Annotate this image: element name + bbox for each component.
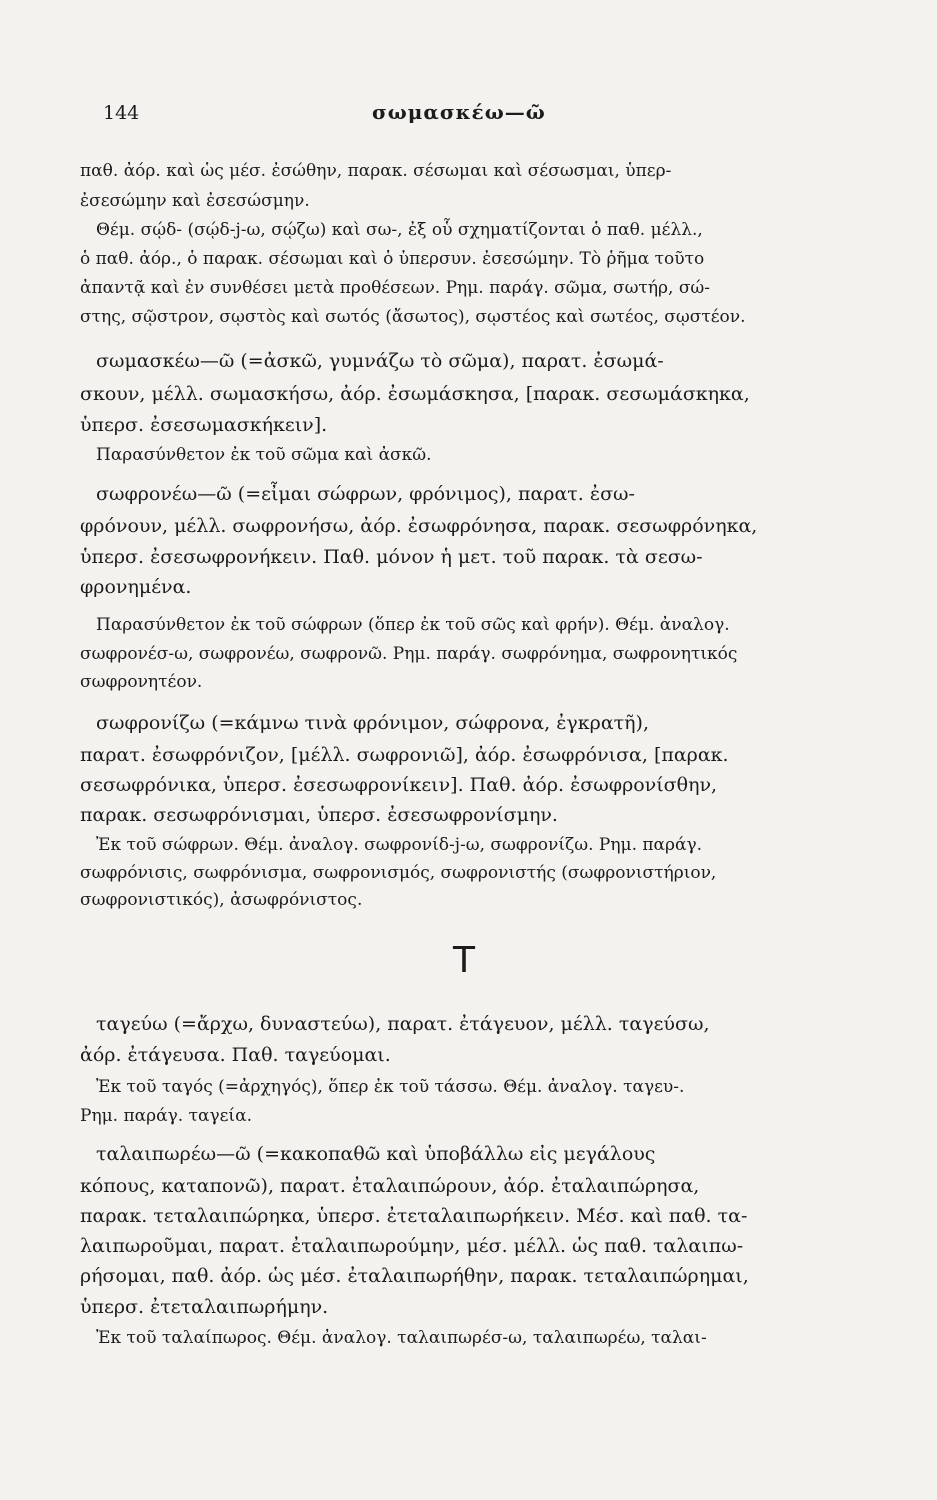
text-line: παρακ. σεσωφρόνισμαι, ὑπερσ. ἐσεσωφρονίσμην.: [80, 804, 558, 826]
text-line: Θέμ. σῴδ- (σῴδ-j-ω, σῴζω) καὶ σω-, ἐξ οὗ σχηματίζονται ὁ παθ. μέλλ.,: [96, 220, 703, 240]
entry-headword-line: σωφρονέω—ῶ (=εἶμαι σώφρων, φρόνιμος), παρατ. ἐσω-: [96, 483, 635, 505]
running-head: σωμασκέω—ῶ: [372, 100, 546, 124]
text-line: κόπους, καταπονῶ), παρατ. ἐταλαιπώρουν, ἀόρ. ἐταλαιπώρησα,: [80, 1175, 700, 1197]
text-line: ἐσεσώμην καὶ ἐσεσώσμην.: [80, 191, 310, 211]
entry-headword-line: ταλαιπωρέω—ῶ (=κακοπαθῶ καὶ ὑποβάλλω εἰς μεγάλους: [96, 1143, 656, 1165]
text-line: Παρασύνθετον ἐκ τοῦ σώφρων (ὅπερ ἐκ τοῦ σῶς καὶ φρήν). Θέμ. ἀναλογ.: [96, 615, 730, 635]
text-line: σωφρονητέον.: [80, 672, 203, 692]
text-line: ἀόρ. ἐτάγευσα. Παθ. ταγεύομαι.: [80, 1044, 391, 1066]
page-number: 144: [103, 102, 140, 124]
entry-headword-line: σωφρονίζω (=κάμνω τινὰ φρόνιμον, σώφρονα, ἐγκρατῆ),: [96, 712, 649, 734]
text-line: λαιπωροῦμαι, παρατ. ἐταλαιπωρούμην, μέσ. μέλλ. ὡς παθ. ταλαιπω-: [80, 1235, 744, 1257]
text-line: παρακ. τεταλαιπώρηκα, ὑπερσ. ἐτεταλαιπωρήκειν. Μέσ. καὶ παθ. τα-: [80, 1205, 748, 1227]
text-line: Ἐκ τοῦ ταγός (=ἀρχηγός), ὅπερ ἐκ τοῦ τάσσω. Θέμ. ἀναλογ. ταγευ-.: [96, 1077, 685, 1097]
text-line: φρονημένα.: [80, 576, 192, 598]
text-line: Ἐκ τοῦ ταλαίπωρος. Θέμ. ἀναλογ. ταλαιπωρέσ-ω, ταλαιπωρέω, ταλαι-: [96, 1328, 707, 1348]
text-line: ἀπαντᾷ καὶ ἐν συνθέσει μετὰ προθέσεων. Ρημ. παράγ. σῶμα, σωτήρ, σώ-: [80, 278, 711, 298]
text-line: στης, σῷστρον, σῳστὸς καὶ σωτός (ἄσωτος), σῳστέος καὶ σωτέος, σῳστέον.: [80, 307, 746, 327]
text-line: Παρασύνθετον ἐκ τοῦ σῶμα καὶ ἀσκῶ.: [96, 445, 432, 465]
text-line: σωφρόνισις, σωφρόνισμα, σωφρονισμός, σωφρονιστής (σωφρονιστήριον,: [80, 863, 717, 883]
text-line: ὑπερσ. ἐσεσωμασκήκειν].: [80, 414, 328, 436]
text-line: ὁ παθ. ἀόρ., ὁ παρακ. σέσωμαι καὶ ὁ ὑπερσυν. ἐσεσώμην. Τὸ ῥῆμα τοῦτο: [80, 249, 705, 269]
text-line: ὑπερσ. ἐσεσωφρονήκειν. Παθ. μόνον ἡ μετ. τοῦ παρακ. τὰ σεσω-: [80, 546, 703, 568]
section-letter: Τ: [453, 940, 475, 981]
text-line: παθ. ἀόρ. καὶ ὡς μέσ. ἐσώθην, παρακ. σέσωμαι καὶ σέσωσμαι, ὑπερ-: [80, 161, 672, 181]
text-line: ὑπερσ. ἐτεταλαιπωρήμην.: [80, 1296, 329, 1318]
text-line: σωφρονέσ-ω, σωφρονέω, σωφρονῶ. Ρημ. παράγ. σωφρόνημα, σωφρονητικός: [80, 644, 738, 664]
entry-headword-line: ταγεύω (=ἄρχω, δυναστεύω), παρατ. ἐτάγευον, μέλλ. ταγεύσω,: [96, 1013, 710, 1035]
text-line: σωφρονιστικός), ἀσωφρόνιστος.: [80, 890, 363, 910]
text-line: Ρημ. παράγ. ταγεία.: [80, 1106, 252, 1126]
entry-headword-line: σωμασκέω—ῶ (=ἀσκῶ, γυμνάζω τὸ σῶμα), παρατ. ἐσωμά-: [96, 350, 664, 372]
text-line: φρόνουν, μέλλ. σωφρονήσω, ἀόρ. ἐσωφρόνησα, παρακ. σεσωφρόνηκα,: [80, 515, 758, 537]
text-line: σκουν, μέλλ. σωμασκήσω, ἀόρ. ἐσωμάσκησα, [παρακ. σεσωμάσκηκα,: [80, 383, 750, 405]
text-line: σεσωφρόνικα, ὑπερσ. ἐσεσωφρονίκειν]. Παθ. ἀόρ. ἐσωφρονίσθην,: [80, 774, 718, 796]
text-line: Ἐκ τοῦ σώφρων. Θέμ. ἀναλογ. σωφρονίδ-j-ω, σωφρονίζω. Ρημ. παράγ.: [96, 835, 703, 855]
text-line: παρατ. ἐσωφρόνιζον, [μέλλ. σωφρονιῶ], ἀόρ. ἐσωφρόνισα, [παρακ.: [80, 744, 729, 766]
text-line: ρήσομαι, παθ. ἀόρ. ὡς μέσ. ἐταλαιπωρήθην, παρακ. τεταλαιπώρημαι,: [80, 1265, 749, 1287]
